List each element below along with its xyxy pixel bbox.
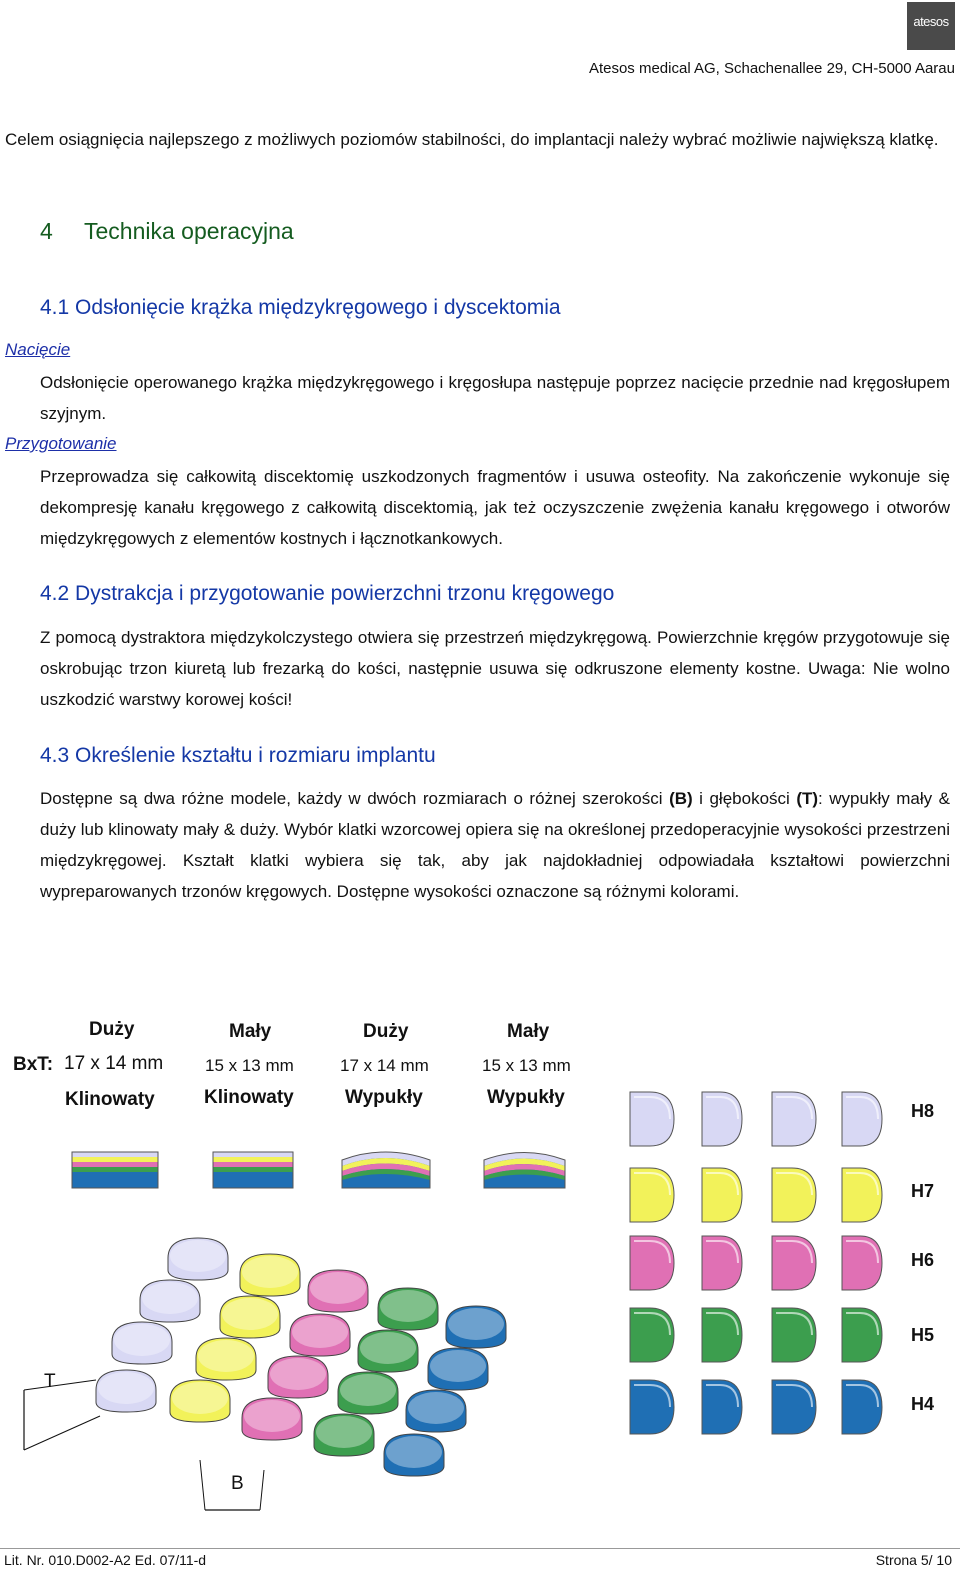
cage-top-view-h5-2 [702, 1308, 742, 1362]
cage-profile-wedge-small [213, 1152, 293, 1188]
cage-profile-wedge-large [72, 1152, 158, 1188]
cage-top-view-h6-4 [842, 1236, 882, 1290]
section-number: 4.1 [40, 296, 70, 319]
cage-top-view-h4-3 [772, 1380, 816, 1434]
size-label-4: Mały [507, 1021, 550, 1042]
cage-top-view-h7-4 [842, 1168, 882, 1222]
height-label-h4: H4 [911, 1394, 935, 1414]
cage-top-view-h5-1 [630, 1308, 674, 1362]
cage-top-view-h5-3 [772, 1308, 816, 1362]
cage-top-view-h7-1 [630, 1168, 674, 1222]
dim-label-4: 15 x 13 mm [482, 1056, 571, 1075]
cage-top-view-h8-4 [842, 1092, 882, 1146]
cage-top-view-h6-3 [772, 1236, 816, 1290]
cage-top-view-h7-2 [702, 1168, 742, 1222]
paragraph-dystrakcja: Z pomocą dystraktora międzykolczystego otwiera się przestrzeń międzykręgową. Powierzchnie kręgów przygotowuje się oskrobując trzon kiuretą lub frezarką do kości, następnie usuwa się odkruszone elementy kostne. Uwaga: Nie wolno uszkodzić warstwy korowej kości! [40, 628, 950, 709]
section-number: 4.3 [40, 744, 70, 767]
height-label-h7: H7 [911, 1181, 935, 1201]
company-address: Atesos medical AG, Schachenallee 29, CH-5000 Aarau [588, 60, 955, 77]
size-label-1: Duży [89, 1019, 135, 1040]
size-label-3: Duży [363, 1021, 409, 1042]
cage-top-view-h4-4 [842, 1380, 882, 1434]
footer-divider [0, 1548, 960, 1549]
cage-top-view-h7-3 [772, 1168, 816, 1222]
dim-label-2: 15 x 13 mm [205, 1056, 294, 1075]
height-label-h5: H5 [911, 1325, 935, 1345]
paragraph-implant: Dostępne są dwa różne modele, każdy w dwóch rozmiarach o różnej szerokości (B) i głębokości (T): wypukły mały & duży lub klinowaty mały & duży. Wybór klatki wzorcowej opiera się na określonej przedoperacyjnie wysokości przestrzeni międzykręgowej. Kształt klatki wybiera się tak, aby jak najdokładniej odpowiadała kształtowi powierzchni wypreparowanych trzonów kręgowych. Dostępne wysokości oznaczone są różnymi kolorami. [40, 789, 951, 901]
cages-top-view-grid [626, 1090, 896, 1440]
section-4-3-heading [40, 744, 436, 768]
section-title: Dystrakcja i przygotowanie powierzchni trzonu kręgowego [75, 582, 615, 605]
cage-top-view-h4-2 [702, 1380, 742, 1434]
section-title: Technika operacyjna [84, 218, 294, 244]
cage-top-view-h8-1 [630, 1092, 674, 1146]
cage-profile-convex-small [484, 1153, 565, 1189]
bxt-label: BxT: [13, 1054, 54, 1075]
subheading-przygotowanie: Przygotowanie [5, 434, 117, 453]
section-4-1-heading [40, 296, 561, 320]
cage-top-view-h8-3 [772, 1092, 816, 1146]
section-title: Odsłonięcie krążka międzykręgowego i dyscektomia [75, 296, 561, 319]
cage-top-view-h5-4 [842, 1308, 882, 1362]
type-label-3: Wypukły [345, 1087, 423, 1108]
section-title: Określenie kształtu i rozmiaru implantu [75, 744, 436, 767]
cage-top-view-h8-2 [702, 1092, 742, 1146]
cage-top-view-h6-2 [702, 1236, 742, 1290]
size-label-2: Mały [229, 1021, 272, 1042]
cage-profile-convex-large [342, 1152, 430, 1188]
paragraph-przygotowanie: Przeprowadza się całkowitą discektomię uszkodzonych fragmentów i usuwa osteofity. Na zakończenie wykonuje się dekompresję kanału kręgowego z całkowitą discektomią, jak też oczyszczenie zwężenia kanału kręgowego i otworów międzykręgowych z elementów kostnych i łącznotkankowych. [40, 467, 950, 548]
section-number: 4 [40, 218, 53, 244]
height-label-h8: H8 [911, 1101, 935, 1121]
intro-paragraph: Celem osiągnięcia najlepszego z możliwych poziomów stabilności, do implantacji należy wybrać możliwie największą klatkę. [5, 130, 939, 149]
footer-page-number: Strona 5/ 10 [875, 1552, 952, 1568]
cage-top-view-h4-1 [630, 1380, 674, 1434]
dim-label-3: 17 x 14 mm [340, 1056, 429, 1075]
subheading-naciecie: Nacięcie [5, 340, 71, 359]
t-dimension-label: T [44, 1371, 56, 1392]
section-number: 4.2 [40, 582, 70, 605]
dim-label-1: 17 x 14 mm [64, 1053, 164, 1074]
type-label-4: Wypukły [487, 1087, 565, 1108]
cage-top-view-h6-1 [630, 1236, 674, 1290]
footer-literature-number: Lit. Nr. 010.D002-A2 Ed. 07/11-d [4, 1552, 207, 1568]
type-label-1: Klinowaty [65, 1089, 155, 1110]
cages-isometric-view [0, 1230, 520, 1530]
paragraph-naciecie: Odsłonięcie operowanego krążka międzykręgowego i kręgosłupa następuje poprzez nacięcie przednie nad kręgosłupem szyjnym. [40, 373, 950, 423]
cage-side-profiles [0, 1130, 600, 1200]
section-4-2-heading [40, 582, 614, 606]
b-dimension-label: B [231, 1473, 244, 1494]
type-label-2: Klinowaty [204, 1087, 294, 1108]
height-label-h6: H6 [911, 1250, 935, 1270]
atesos-logo: atesos [907, 2, 955, 50]
section-4-heading [40, 218, 294, 245]
